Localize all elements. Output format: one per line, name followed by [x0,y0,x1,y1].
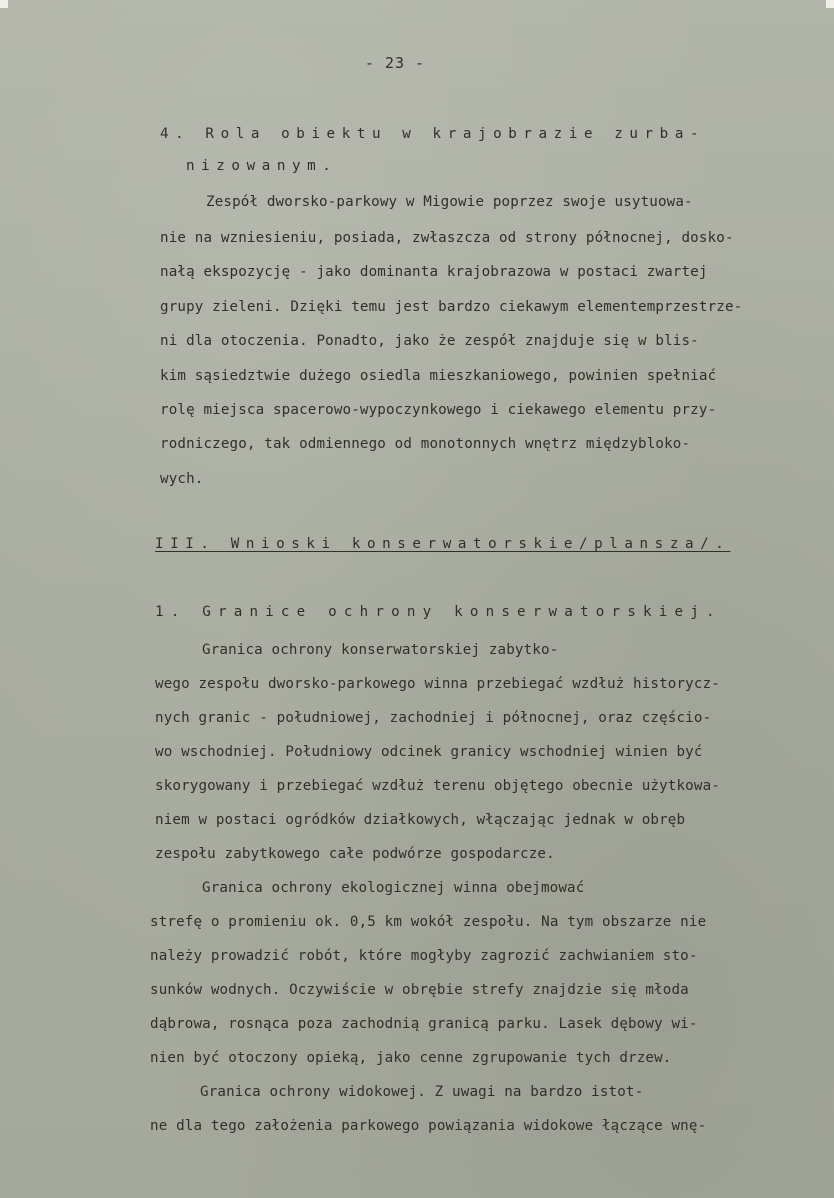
text-line: skorygowany i przebiegać wzdłuż terenu objętego obecnie użytkowa- [155,778,720,794]
subsection-heading-1: 1. Granice ochrony konserwatorskiej. [155,604,722,620]
text-line: ne dla tego założenia parkowego powiązania widokowe łączące wnę- [150,1118,707,1134]
text-line: ni dla otoczenia. Ponadto, jako że zespół znajduje się w blis- [160,333,699,349]
text-line: strefę o promieniu ok. 0,5 km wokół zespołu. Na tym obszarze nie [150,914,707,930]
text-line: rodniczego, tak odmiennego od monotonnych wnętrz międzybloko- [160,436,691,452]
text-line: Granica ochrony konserwatorskiej zabytko- [202,642,559,658]
text-line: Zespół dworsko-parkowy w Migowie poprzez swoje usytuowa- [206,194,693,210]
scan-corner [826,0,834,8]
text-line: nych granic - południowej, zachodniej i północnej, oraz częścio- [155,710,712,726]
page-number: - 23 - [364,54,426,72]
text-line: grupy zieleni. Dzięki temu jest bardzo ciekawym elementemprzestrze- [160,299,743,315]
scan-corner [0,0,8,8]
section-heading-4: 4. Rola obiektu w krajobrazie zurba- [160,126,706,142]
text-line: dąbrowa, rosnąca poza zachodnią granicą parku. Lasek dębowy wi- [150,1016,698,1032]
section-heading-III: III. Wnioski konserwatorskie/plansza/. [155,536,731,552]
text-line: nałą ekspozycję - jako dominanta krajobrazowa w postaci zwartej [160,264,708,280]
text-line: Granica ochrony widokowej. Z uwagi na bardzo istot- [200,1084,644,1100]
text-line: nien być otoczony opieką, jako cenne zgrupowanie tych drzew. [150,1050,672,1066]
text-line: kim sąsiedztwie dużego osiedla mieszkaniowego, powinien spełniać [160,368,717,384]
text-line: wego zespołu dworsko-parkowego winna przebiegać wzdłuż historycz- [155,676,720,692]
text-line: wo wschodniej. Południowy odcinek granicy wschodniej winien być [155,744,703,760]
text-line: należy prowadzić robót, które mogłyby zagrozić zachwianiem sto- [150,948,698,964]
text-line: zespołu zabytkowego całe podwórze gospodarcze. [155,846,555,862]
text-line: rolę miejsca spacerowo-wypoczynkowego i ciekawego elementu przy- [160,402,717,418]
text-line: nie na wzniesieniu, posiada, zwłaszcza od strony północnej, dosko- [160,230,734,246]
text-line: Granica ochrony ekologicznej winna obejmować [202,880,585,896]
text-line: sunków wodnych. Oczywiście w obrębie strefy znajdzie się młoda [150,982,689,998]
text-line: wych. [160,471,204,487]
section-heading-4-cont: nizowanym. [186,158,338,174]
text-line: niem w postaci ogródków działkowych, włączając jednak w obręb [155,812,686,828]
